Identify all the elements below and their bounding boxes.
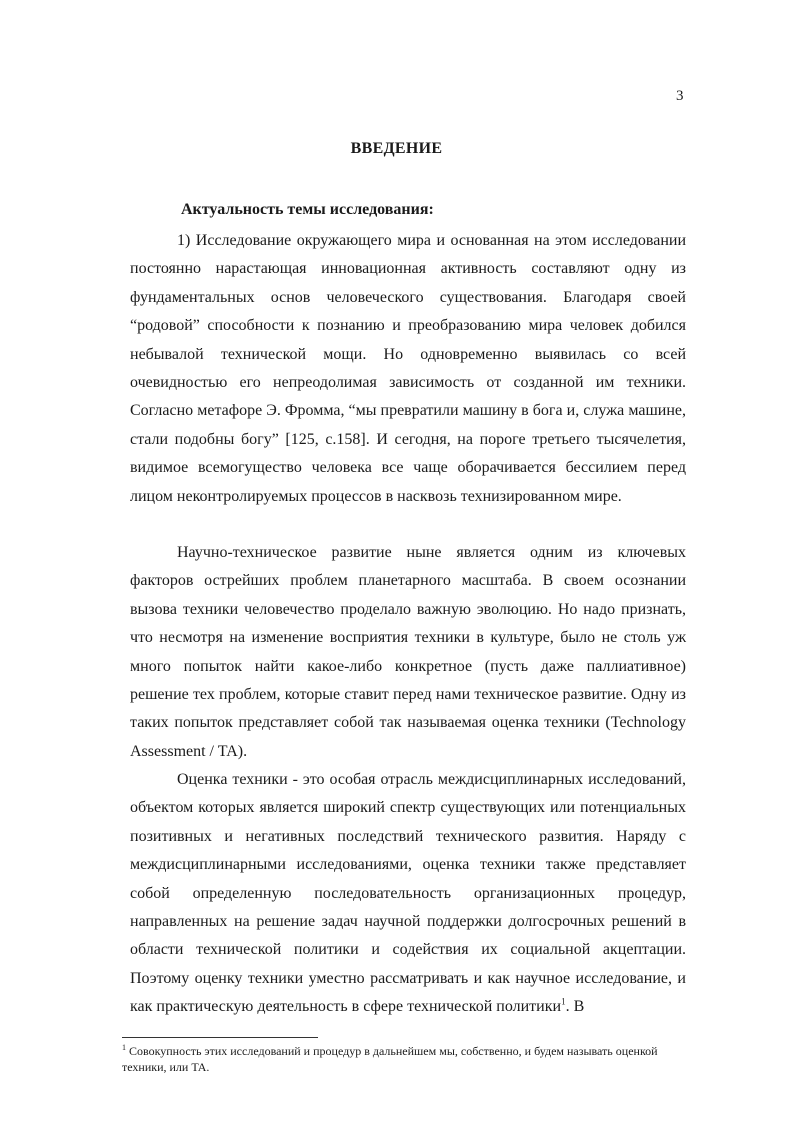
page-number: 3 (676, 88, 684, 104)
footnote (122, 1043, 682, 1075)
paragraph-1: 1) Исследование окружающего мира и основанная на этом исследовании постоянно нарастающая инновационная активность составляют одну из фундаментальных основ человеческого существования. Благодаря своей “родовой” способности к познанию и преобразованию мира человек добился небывалой технической мощи. Но одновременно выявилась со всей очевидностью его непреодолимая зависимость от созданной им техники. Согласно метафоре Э. Фромма, “мы превратили машину в бога и, служа машине, стали подобны богу” [125, с.158]. И сегодня, на пороге третьего тысячелетия, видимое всемогущество человека все чаще оборачивается бессилием перед лицом неконтролируемых процессов в насквозь технизированном мире. (130, 232, 686, 505)
subheading: Актуальность темы исследования: (181, 201, 434, 218)
footnote-text: Совокупность этих исследований и процедур в дальнейшем мы, собственно, и будем называть оценкой техники, или TA. (122, 1044, 658, 1074)
section-heading: ВВЕДЕНИЕ (350, 140, 443, 157)
footnote-reference[interactable]: 1 (561, 996, 566, 1007)
paragraph-2: Научно-техническое развитие ныне является одним из ключевых факторов острейших проблем планетарного масштаба. В своем осознании вызова техники человечество проделало важную эволюцию. Но надо признать, что несмотря на изменение восприятия техники в культуре, было не столь уж много попыток найти какое-либо конкретное (пусть даже паллиативное) решение тех проблем, которые ставит перед нами техническое развитие. Одну из таких попыток представляет собой так называемая оценка техники (Technology Assessment / TA). (130, 544, 686, 760)
paragraph-3-continuation: В (573, 998, 585, 1016)
footnote-divider (122, 1037, 318, 1038)
footnote-mark: 1 (122, 1043, 126, 1052)
paragraph-3: Оценка техники - это особая отрасль междисциплинарных исследований, объектом которых является широкий спектр существующих или потенциальных позитивных и негативных последствий технического развития. Наряду с междисциплинарными исследованиями, оценка техники также представляет собой определенную последовательность организационных процедур, направленных на решение задач научной поддержки долгосрочных решений в области технической политики и содействия их социальной акцептации. Поэтому оценку техники уместно рассматривать и как научное исследование, и как практическую деятельность в сфере технической политики$^1$. В (130, 771, 686, 1016)
paragraph-3-text: Оценка техники - это особая отрасль междисциплинарных исследований, объектом которых является широкий спектр существующих или потенциальных позитивных и негативных последствий технического развития. Наряду с междисциплинарными исследованиями, оценка техники также представляет собой определенную последовательность организационных процедур, направленных на решение задач научной поддержки долгосрочных решений в области технической политики и содействия их социальной акцептации. Поэтому оценку техники уместно рассматривать и как научное исследование, и как практическую деятельность в сфере технической политики (130, 771, 686, 1016)
